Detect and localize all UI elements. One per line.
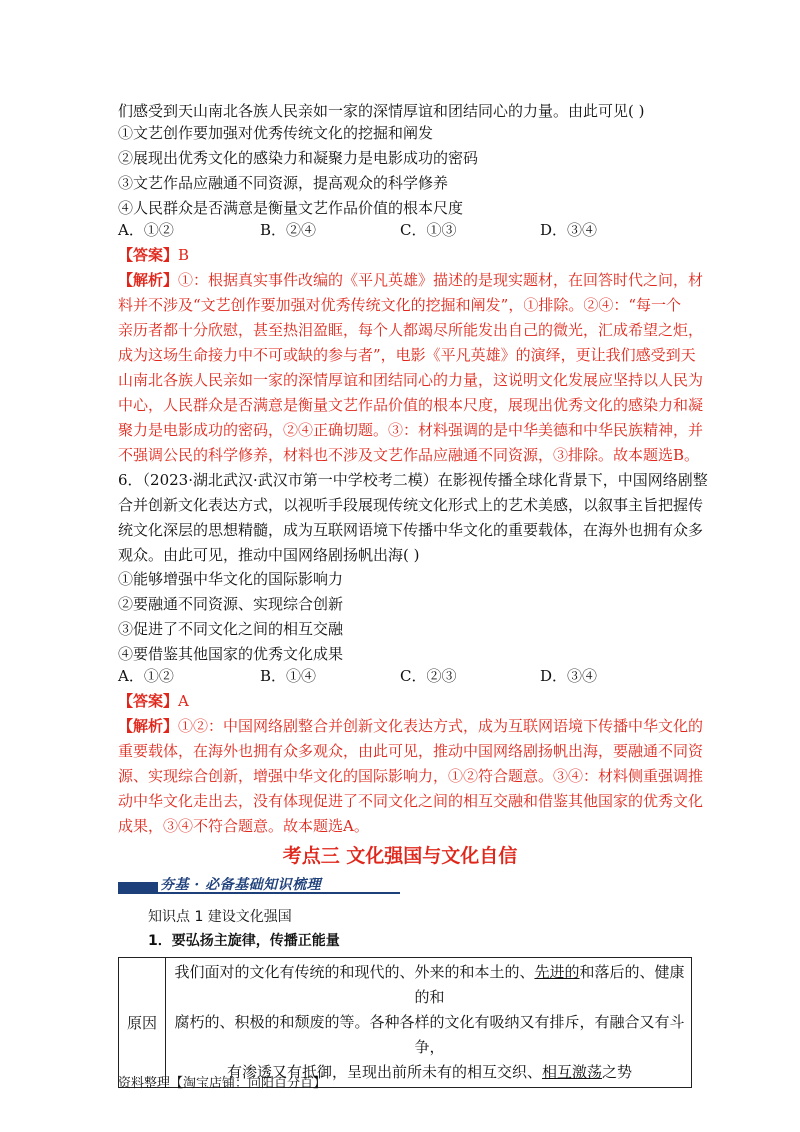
analysis-text: ①：根据真实事件改编的《平凡英雄》描述的是现实题材，在回答时代之问，材 <box>178 271 704 289</box>
banner-bar-decoration <box>118 882 158 892</box>
answer-label: 【答案】 <box>118 246 179 264</box>
q5-option-d: D．③④ <box>540 221 598 239</box>
table-underlined-text: 先进的 <box>534 963 580 981</box>
q5-analysis-line-3: 亲历者都十分欣慰，甚至热泪盈眶，每个人都竭尽所能发出自己的微光，汇成希望之炬， <box>118 321 704 339</box>
q5-analysis-line-4: 成为这场生命接力中不可或缺的参与者”，电影《平凡英雄》的演绎，更让我们感受到天 <box>118 346 696 364</box>
answer-value: B <box>178 246 190 264</box>
table-text: 有渗透又有抵御，呈现出前所未有的相互交织、 <box>226 1063 542 1081</box>
q5-stem: 们感受到天山南北各族人民亲如一家的深情厚谊和团结同心的力量。由此可见( ) <box>118 102 645 120</box>
table-line-2: 腐朽的、积极的和颓废的等。各种各样的文化有吸纳又有排斥，有融合又有斗争， <box>174 1013 685 1056</box>
table-row <box>119 958 692 1088</box>
analysis-text: ①②：中国网络剧整合并创新文化表达方式，成为互联网语境下传播中华文化的 <box>178 717 704 735</box>
table-text: 我们面对的文化有传统的和现代的、外来的和本土的、 <box>174 963 535 981</box>
q5-answer <box>118 245 189 265</box>
section-banner <box>118 873 400 895</box>
q6-statement-3: ③促进了不同文化之间的相互交融 <box>118 620 344 638</box>
knowledge-point-title: 知识点 1 建设文化强国 <box>148 909 292 925</box>
q5-analysis-line-5: 山南北各族人民亲如一家的深情厚谊和团结同心的力量，这说明文化发展应坚持以人民为 <box>118 371 704 389</box>
q6-analysis-line-5: 成果，③④不符合题意。故本题选A。 <box>118 817 369 835</box>
table-label-cell: 原因 <box>119 958 166 1088</box>
q5-analysis-line-1 <box>118 270 703 290</box>
q5-statement-2: ②展现出优秀文化的感染力和凝聚力是电影成功的密码 <box>118 149 479 167</box>
page-footer: 资料整理【淘宝店铺：向阳百分百】 <box>118 1076 327 1091</box>
q5-analysis-line-7: 聚力是电影成功的密码，②④正确切题。③：材料强调的是中华美德和中华民族精神，并 <box>118 421 704 439</box>
q6-stem-line-4: 观众。由此可见，推动中国网络剧扬帆出海( ) <box>118 546 420 564</box>
q6-answer <box>118 691 189 711</box>
q6-option-c: C．②③ <box>400 667 457 685</box>
q5-analysis-line-6: 中心，人民群众是否满意是衡量文艺作品价值的根本尺度，展现出优秀文化的感染力和凝 <box>118 396 704 414</box>
q6-statement-2: ②要融通不同资源、实现综合创新 <box>118 595 344 613</box>
q6-analysis-line-1 <box>118 716 703 736</box>
table-content-cell <box>166 958 692 1088</box>
table-text: 之势 <box>602 1063 633 1081</box>
q5-option-c: C．①③ <box>400 221 457 239</box>
q5-statement-4: ④人民群众是否满意是衡量文艺作品价值的根本尺度 <box>118 199 464 217</box>
analysis-label: 【解析】 <box>118 271 179 289</box>
q6-stem-line-1: 6．（2023·湖北武汉·武汉市第一中学校考二模）在影视传播全球化背景下，中国网络剧整 <box>118 471 708 489</box>
banner-text: 夯基 · 必备基础知识梳理 <box>160 877 322 893</box>
q6-analysis-line-3: 源、实现综合创新，增强中华文化的国际影响力，①②符合题意。③④：材料侧重强调推 <box>118 767 704 785</box>
q6-option-d: D．③④ <box>540 667 598 685</box>
analysis-label: 【解析】 <box>118 717 179 735</box>
q5-analysis-line-2: 料并不涉及“文艺创作要加强对优秀传统文化的挖掘和阐发”，①排除。②④：“每一个 <box>118 296 682 314</box>
reason-table <box>118 957 692 1088</box>
q6-statement-1: ①能够增强中华文化的国际影响力 <box>118 570 344 588</box>
q5-option-b: B．②④ <box>260 221 317 239</box>
answer-value: A <box>178 692 189 710</box>
q5-statement-1: ①文艺创作要加强对优秀传统文化的挖掘和阐发 <box>118 124 434 142</box>
q6-stem-line-2: 合并创新文化表达方式，以视听手段展现传统文化形式上的艺术美感，以叙事主旨把握传 <box>118 496 704 514</box>
q6-statement-4: ④要借鉴其他国家的优秀文化成果 <box>118 645 344 663</box>
table-line-1 <box>174 960 685 1010</box>
q6-stem-line-3: 统文化深层的思想精髓，成为互联网语境下传播中华文化的重要载体，在海外也拥有众多 <box>118 521 704 539</box>
q6-option-b: B．①④ <box>260 667 317 685</box>
q5-analysis-line-8: 不强调公民的科学修养，材料也不涉及文艺作品应融通不同资源，③排除。故本题选B。 <box>118 446 700 464</box>
q5-statement-3: ③文艺作品应融通不同资源，提高观众的科学修养 <box>118 174 449 192</box>
table-text: 和落后的、健康的和 <box>414 963 685 1006</box>
table-underlined-text: 相互激荡 <box>541 1063 602 1081</box>
answer-label: 【答案】 <box>118 692 179 710</box>
q6-analysis-line-4: 动中华文化走出去，没有体现促进了不同文化之间的相互交融和借鉴其他国家的优秀文化 <box>118 792 704 810</box>
q6-analysis-line-2: 重要载体，在海外也拥有众多观众，由此可见，推动中国网络剧扬帆出海，要融通不同资 <box>118 742 704 760</box>
section-title: 考点三 文化强国与文化自信 <box>282 845 518 867</box>
q6-option-a: A．①② <box>118 667 174 685</box>
q5-option-a: A．①② <box>118 221 174 239</box>
point-1-heading: 1．要弘扬主旋律，传播正能量 <box>148 933 340 949</box>
